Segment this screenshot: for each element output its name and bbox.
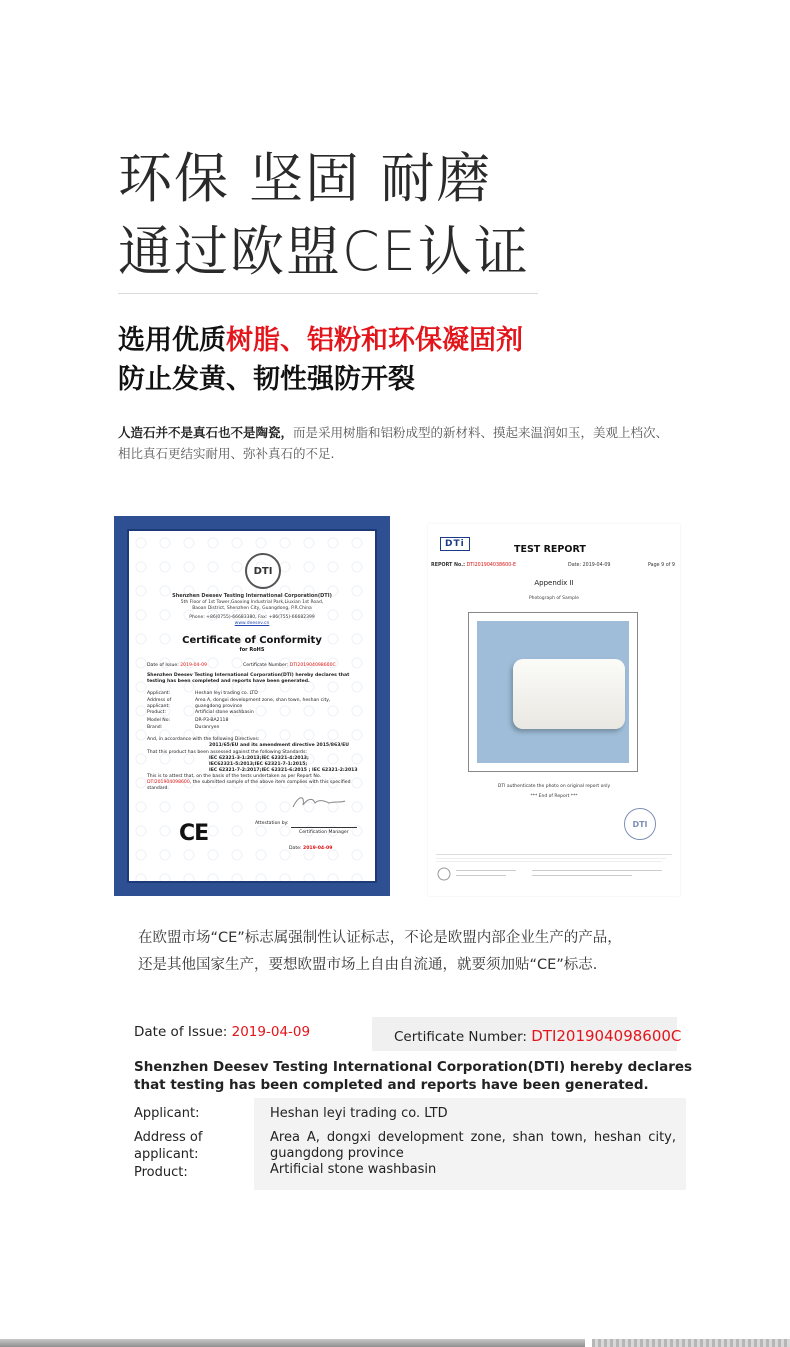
cert-title: Certificate of Conformity	[182, 635, 322, 646]
report-number	[431, 563, 516, 568]
zoom-date-label: Date of Issue:	[134, 1024, 232, 1040]
cert-number-label: Certificate Number:	[243, 663, 289, 668]
cert-date	[147, 663, 207, 669]
cert-company: Shenzhen Deesev Testing International Corporation(DTI)	[172, 593, 332, 599]
cert-row-label: Brand:	[147, 725, 163, 730]
report-title: TEST REPORT	[514, 544, 586, 555]
cert-address-2: Baoan District, Shenzhen City, Guangdong, P.R.China	[192, 606, 312, 611]
subheadline-line-2: 防止发黄、韧性强防开裂	[118, 364, 415, 395]
cert-attest-report: DTI201904098600	[147, 780, 190, 785]
bottom-strip-left	[0, 1339, 585, 1347]
report-photo-caption: Photograph of Sample	[528, 596, 580, 601]
zoom-cert-label: Certificate Number:	[394, 1029, 532, 1045]
signature-line	[291, 827, 357, 828]
cert-row-value: Heshan leyi trading co. LTD	[195, 691, 258, 696]
certificate-image	[114, 516, 390, 896]
zoom-applicant-label: Applicant:	[134, 1106, 200, 1121]
zoom-product-value: Artificial stone washbasin	[270, 1162, 437, 1177]
ce-notice-line-1: 在欧盟市场“CE”标志属强制性认证标志，不论是欧盟内部企业生产的产品，	[138, 930, 622, 946]
dti-seal-icon: DTI	[245, 553, 281, 589]
zoom-cert-number	[372, 1017, 682, 1051]
zoom-applicant-value: Heshan leyi trading co. LTD	[270, 1106, 448, 1121]
zoom-address-label-1: Address of	[134, 1130, 203, 1145]
bottom-image-strip	[0, 1339, 790, 1347]
zoom-address-value-2: guangdong province	[270, 1146, 404, 1161]
cert-manager: Certification Manager	[299, 830, 349, 835]
zoom-date	[134, 1024, 310, 1040]
cert-subtitle: for RoHS	[239, 647, 265, 653]
report-page: Page 9 of 9	[648, 563, 675, 568]
report-appendix: Appendix II	[534, 579, 574, 587]
report-authenticate: DTI authenticate the photo on original report only	[497, 784, 611, 789]
washbasin-photo	[513, 659, 625, 729]
zoom-address-value-1: Area A, dongxi development zone, shan town, heshan city,	[270, 1130, 676, 1145]
cert-phone: Phone: +86(0755)-66683380, Fax: +86(755)-66682399	[189, 615, 315, 620]
zoom-address-label-2: applicant:	[134, 1147, 199, 1162]
cert-standards-4: IEC 62321-7-2:2017;IEC 62321-6:2015 ; IEC 62321-2:2013	[209, 768, 358, 773]
cert-attestation: Attestation by:	[255, 821, 289, 826]
cert-directive-2: 2011/65/EU and its amendment directive 2015/863/EU	[209, 743, 349, 748]
subheadline-red: 树脂、铝粉和环保凝固剂	[226, 325, 523, 356]
certificate-page	[127, 529, 377, 883]
cert-row-label: applicant:	[147, 704, 170, 709]
cert-standards-2: IEC 62321-3-1:2013;IEC 62321-4:2013;	[209, 756, 309, 761]
cert-row-label: Applicant:	[147, 691, 171, 696]
report-number-label: REPORT No.:	[431, 563, 466, 568]
cert-date-label: Date of Issue:	[147, 663, 179, 668]
cert-row-value: Artificial stone washbasin	[195, 710, 254, 715]
cert-standards-1: That this product has been assessed against the following Standards:	[147, 750, 308, 755]
report-end: *** End of Report ***	[530, 794, 578, 799]
headline-line-2: 通过欧盟CE认证	[118, 220, 530, 283]
cert-row-label: Address of	[147, 698, 172, 703]
cert-attest-text: , the submitted sample of the above item complies with this specified	[189, 780, 351, 785]
cert-date-2-value: 2019-04-09	[303, 846, 333, 851]
photo-background	[477, 621, 629, 763]
cert-row-label: Product:	[147, 710, 166, 715]
headline-line-1: 环保 坚固 耐磨	[118, 147, 493, 210]
cert-date-2	[289, 846, 332, 852]
zoom-product-label: Product:	[134, 1165, 188, 1180]
bottom-strip-right	[592, 1339, 790, 1347]
cert-web: www.deesev.cn	[234, 621, 270, 626]
report-number-value: DTI201904038600-E	[466, 563, 517, 568]
cert-directive-1: And, in accordance with the following Directives:	[147, 737, 260, 742]
zoom-cert-value: DTI201904098600C	[531, 1027, 682, 1045]
cert-standards-3: IEC62321-5:2013;IEC 62321-7-1:2015;	[209, 762, 308, 767]
test-report-image	[428, 524, 680, 896]
divider	[118, 293, 538, 294]
cert-date-value: 2019-04-09	[180, 663, 207, 668]
cert-declare-2: testing has been completed and reports have been generated.	[147, 679, 310, 684]
cert-row-value: Area A, dongxi development zone, shan town, heshan city,	[195, 698, 331, 703]
description-bold: 人造石并不是真石也不是陶瓷，	[118, 425, 294, 440]
cert-row-label: Model No:	[147, 718, 171, 723]
cert-number	[243, 663, 336, 669]
dti-stamp-icon: DTI	[624, 808, 656, 840]
cert-number-value: DTI201904098600C	[289, 663, 336, 668]
report-footer	[436, 854, 672, 882]
cert-address-1: 5th Floor of 1st Tower,Gaoxing Industrial Park,Liuxian 1st Road,	[180, 600, 324, 605]
cert-attest-1: This is to attest that, on the basis of the tests undertaken as per Report No.	[147, 774, 322, 779]
sample-photo	[468, 612, 638, 772]
report-date: Date: 2019-04-09	[568, 563, 611, 568]
cert-date-2-label: Date:	[289, 846, 302, 851]
ce-mark-icon: CE	[179, 821, 209, 846]
description	[118, 422, 678, 464]
dti-logo: DTi	[440, 537, 470, 551]
ce-notice-line-2: 还是其他国家生产，要想欧盟市场上自由自流通，就要须加贴“CE”标志.	[138, 957, 598, 973]
signature-icon	[289, 791, 349, 813]
cert-attest-2	[147, 780, 351, 786]
cert-row-value: DR-P3-BA2118	[195, 718, 229, 723]
zoom-declaration: Shenzhen Deesev Testing International Corporation(DTI) hereby declares that testing has been completed and reports have been generated.	[134, 1059, 693, 1093]
zoom-date-value: 2019-04-09	[231, 1024, 311, 1040]
cert-row-value: Duranryen	[195, 725, 220, 730]
cert-row-value: guangdong province	[195, 704, 243, 709]
description-text: 而是采用树脂和铝粉成型的新材料、摸起来温润如玉，美观上档次、相比真石更结实耐用、弥补真石的不足.	[118, 425, 669, 461]
subheadline-black: 选用优质	[118, 325, 226, 356]
cert-attest-3: standard.	[147, 786, 169, 791]
subheadline-line-1	[118, 327, 523, 354]
cert-declare-1: Shenzhen Deesev Testing International Corporation(DTI) hereby declares that	[147, 673, 350, 678]
